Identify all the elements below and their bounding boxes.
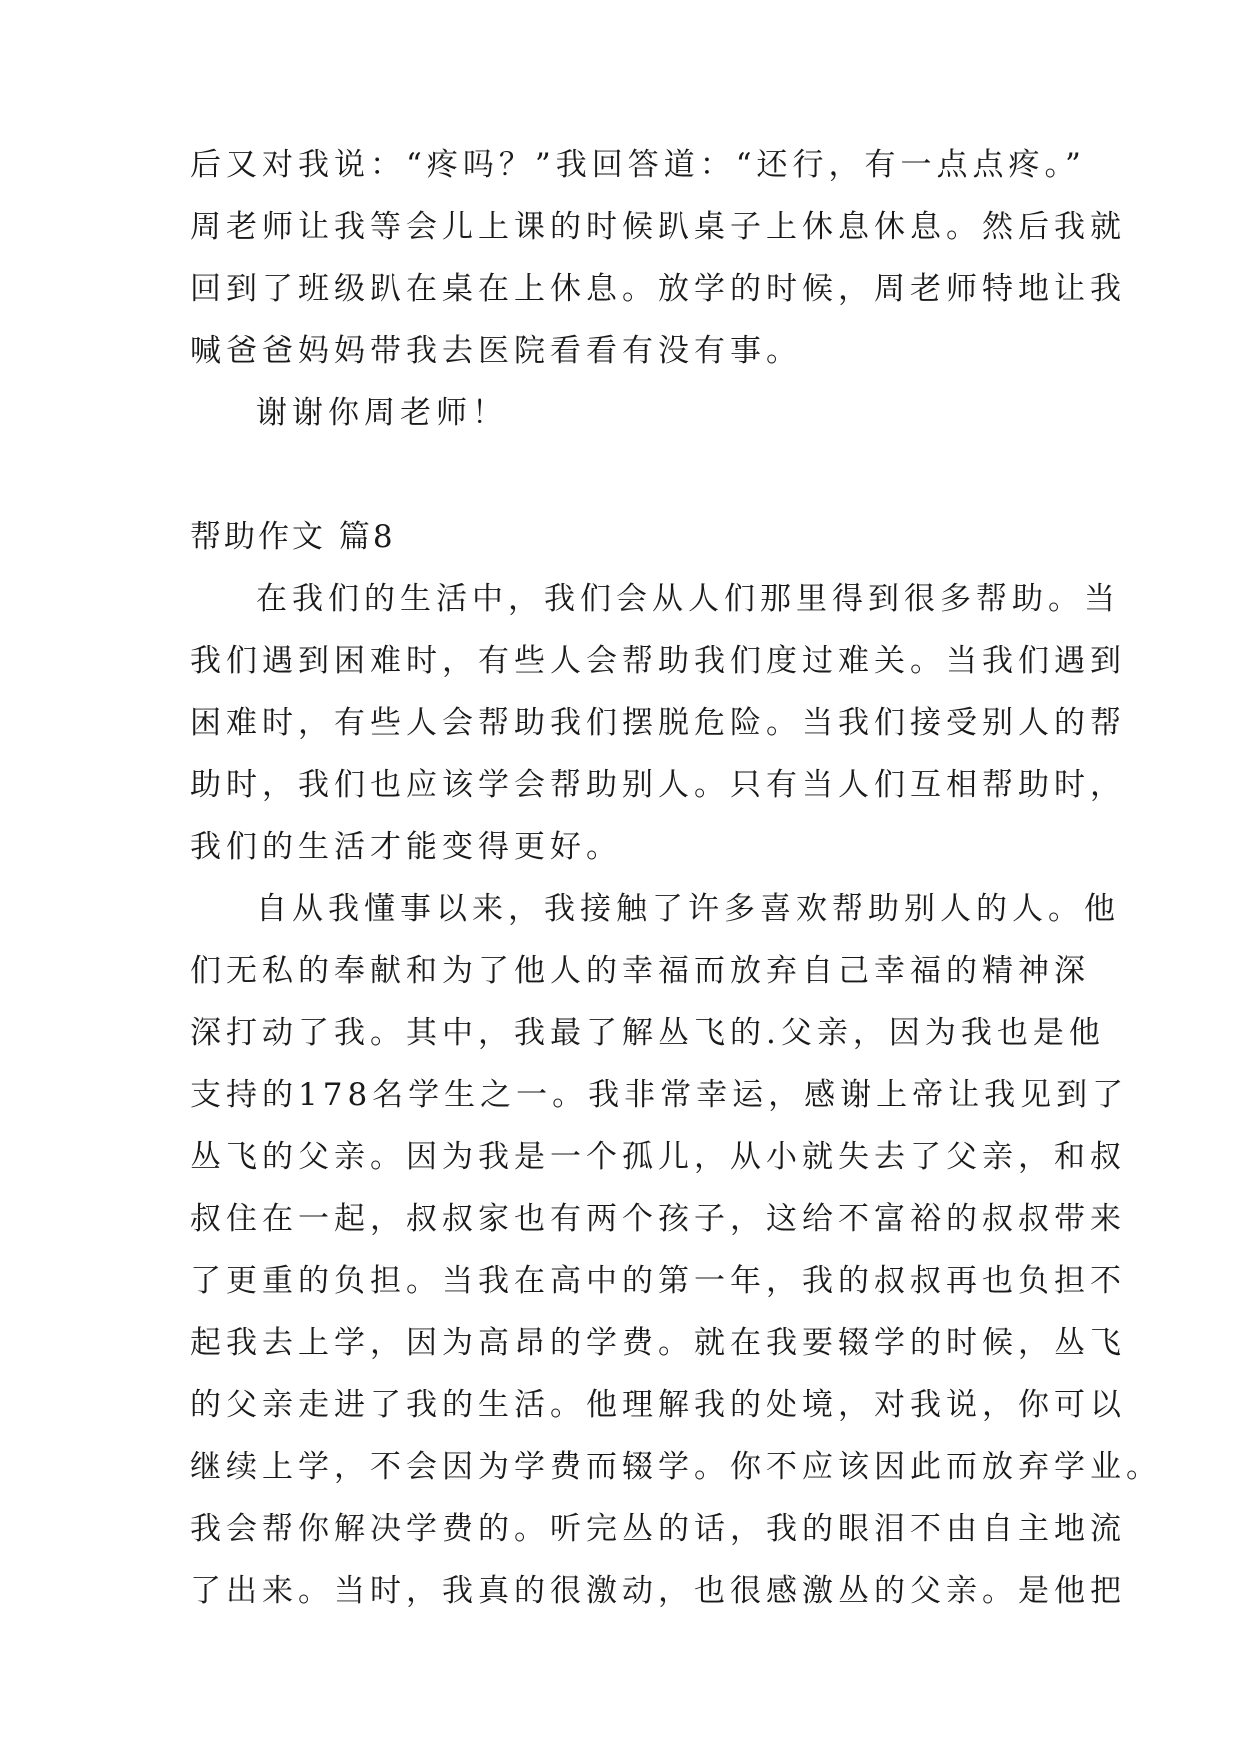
text-line: 我会帮你解决学费的。听完丛的话，我的眼泪不由自主地流 bbox=[190, 1511, 1126, 1547]
text-line: 回到了班级趴在桌在上休息。放学的时候，周老师特地让我 bbox=[190, 271, 1126, 307]
paragraph-start-line: 自从我懂事以来，我接触了许多喜欢帮助别人的人。他 bbox=[256, 891, 1120, 927]
text-line: 助时，我们也应该学会帮助别人。只有当人们互相帮助时， bbox=[190, 767, 1126, 803]
closing-line: 谢谢你周老师！ bbox=[256, 395, 508, 431]
text-line: 支持的178名学生之一。我非常幸运，感谢上帝让我见到了 bbox=[190, 1077, 1129, 1113]
text-line: 深打动了我。其中，我最了解丛飞的.父亲，因为我也是他 bbox=[190, 1015, 1105, 1051]
document-page bbox=[190, 0, 1162, 1754]
text-line: 后又对我说：“疼吗？”我回答道：“还行，有一点点疼。” bbox=[190, 147, 1086, 183]
text-line: 喊爸爸妈妈带我去医院看看有没有事。 bbox=[190, 333, 802, 369]
text-line: 起我去上学，因为高昂的学费。就在我要辍学的时候，丛飞 bbox=[190, 1325, 1126, 1361]
text-line: 周老师让我等会儿上课的时候趴桌子上休息休息。然后我就 bbox=[190, 209, 1126, 245]
text-line: 叔住在一起，叔叔家也有两个孩子，这给不富裕的叔叔带来 bbox=[190, 1201, 1126, 1237]
text-line: 我们遇到困难时，有些人会帮助我们度过难关。当我们遇到 bbox=[190, 643, 1126, 679]
text-line: 的父亲走进了我的生活。他理解我的处境，对我说，你可以 bbox=[190, 1387, 1126, 1423]
text-line: 继续上学，不会因为学费而辍学。你不应该因此而放弃学业。 bbox=[190, 1449, 1162, 1485]
text-line: 了出来。当时，我真的很激动，也很感激丛的父亲。是他把 bbox=[190, 1573, 1126, 1609]
section-heading: 帮助作文 篇8 bbox=[190, 519, 396, 555]
text-line: 们无私的奉献和为了他人的幸福而放弃自己幸福的精神深 bbox=[190, 953, 1090, 989]
text-line: 了更重的负担。当我在高中的第一年，我的叔叔再也负担不 bbox=[190, 1263, 1126, 1299]
text-line: 丛飞的父亲。因为我是一个孤儿，从小就失去了父亲，和叔 bbox=[190, 1139, 1126, 1175]
paragraph-start-line: 在我们的生活中，我们会从人们那里得到很多帮助。当 bbox=[256, 581, 1120, 617]
text-line: 困难时，有些人会帮助我们摆脱危险。当我们接受别人的帮 bbox=[190, 705, 1126, 741]
text-line: 我们的生活才能变得更好。 bbox=[190, 829, 622, 865]
